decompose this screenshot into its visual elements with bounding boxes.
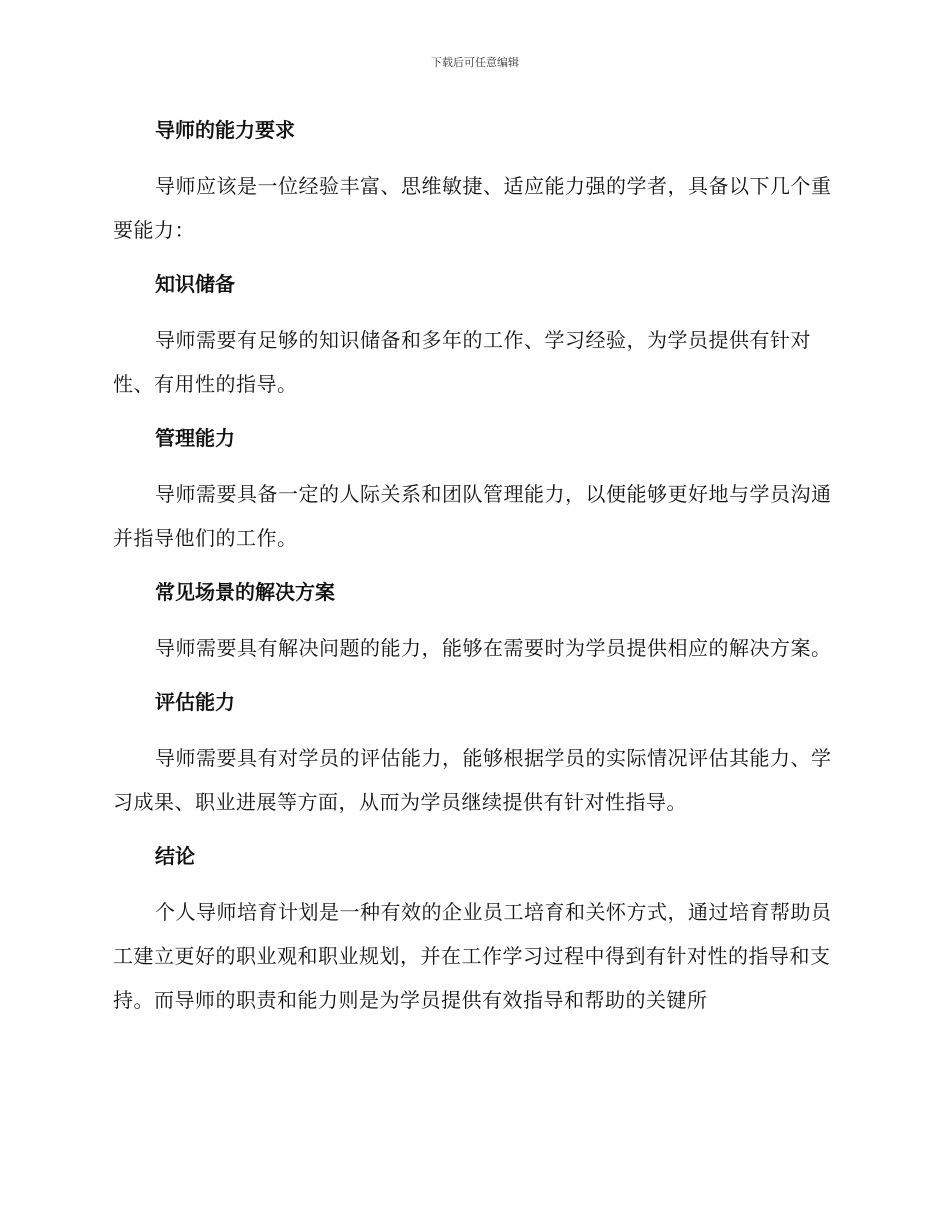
section-solutions xyxy=(113,574,833,684)
section-knowledge xyxy=(113,266,833,420)
section-paragraph: 导师需要具有对学员的评估能力，能够根据学员的实际情况评估其能力、学习成果、职业进展等方面，从而为学员继续提供有针对性指导。 xyxy=(113,746,832,814)
section-heading: 结论 xyxy=(155,844,195,868)
section-heading: 管理能力 xyxy=(155,426,235,450)
document-body xyxy=(113,112,833,1022)
section-conclusion xyxy=(113,838,833,1022)
section-paragraph: 个人导师培育计划是一种有效的企业员工培育和关怀方式，通过培育帮助员工建立更好的职业观和职业规划，并在工作学习过程中得到有针对性的指导和支持。而导师的职责和能力则是为学员提供有效指导和帮助的关键所 xyxy=(113,900,832,1012)
section-evaluation xyxy=(113,684,833,838)
section-paragraph: 导师需要具有解决问题的能力，能够在需要时为学员提供相应的解决方案。 xyxy=(155,636,832,660)
section-management xyxy=(113,420,833,574)
section-paragraph: 导师应该是一位经验丰富、思维敏捷、适应能力强的学者，具备以下几个重要能力： xyxy=(113,174,832,242)
section-heading: 评估能力 xyxy=(155,690,235,714)
section-heading: 常见场景的解决方案 xyxy=(155,580,335,604)
section-paragraph: 导师需要具备一定的人际关系和团队管理能力，以便能够更好地与学员沟通并指导他们的工作。 xyxy=(113,482,832,550)
section-heading: 知识储备 xyxy=(155,272,235,296)
section-paragraph: 导师需要有足够的知识储备和多年的工作、学习经验，为学员提供有针对性、有用性的指导。 xyxy=(113,328,811,396)
section-heading: 导师的能力要求 xyxy=(155,118,295,142)
section-ability-requirements xyxy=(113,112,833,266)
header-note: 下载后可任意编辑 xyxy=(431,56,519,69)
